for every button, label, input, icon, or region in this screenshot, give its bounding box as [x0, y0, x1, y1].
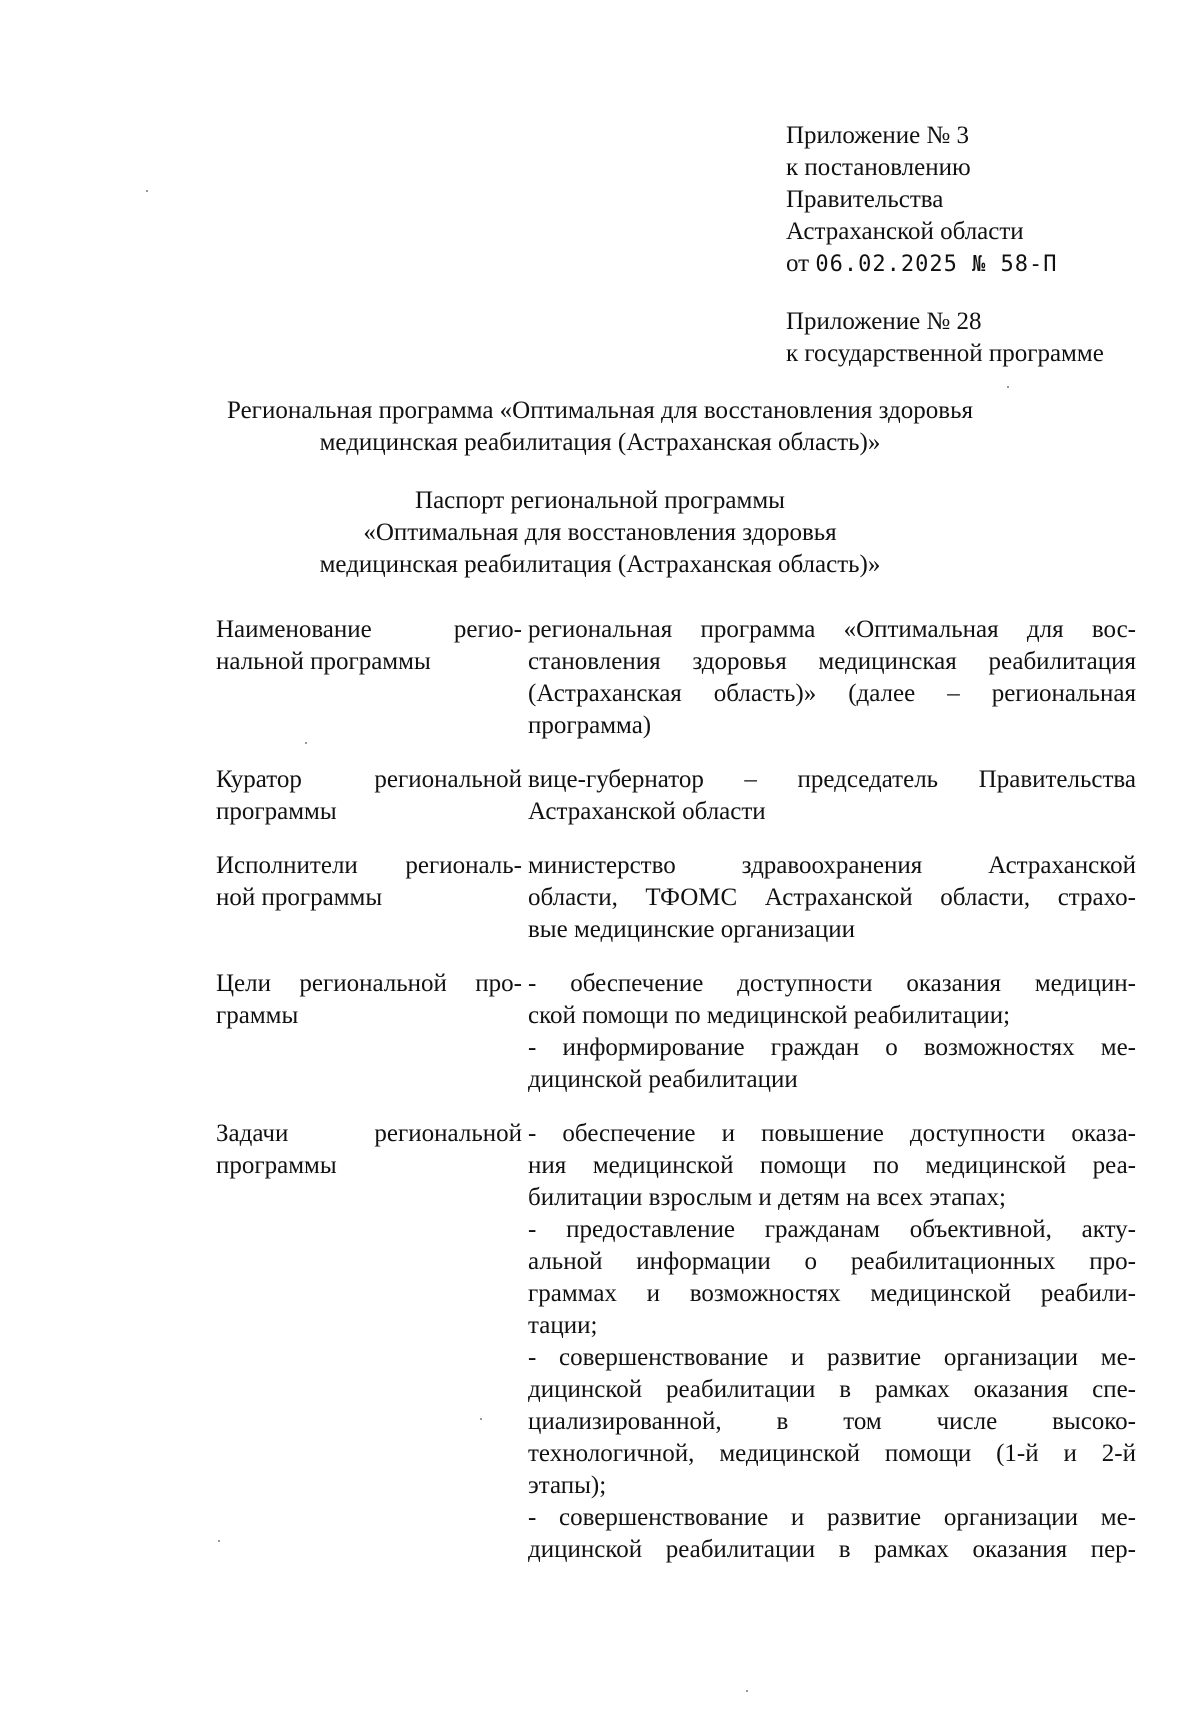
passport-value-line: Астраханской области	[528, 798, 766, 825]
passport-value-line: (Астраханская область)» (далее – региональная	[528, 680, 1136, 707]
passport-value-line: ской помощи по медицинской реабилитации;	[528, 1002, 1011, 1029]
passport-value-line: этапы);	[528, 1472, 607, 1499]
passport-value-line: - обеспечение доступности оказания медицин-	[528, 970, 1136, 997]
appendix-original-block	[786, 306, 1104, 370]
passport-label-line: программы	[216, 798, 337, 825]
scan-speck	[218, 1540, 220, 1542]
passport-value-line: программа)	[528, 712, 652, 739]
passport-value-line: дицинской реабилитации в рамках оказания пер-	[528, 1536, 1136, 1563]
appendix-original-to-program: к государственной программе	[786, 340, 1104, 367]
scan-speck	[305, 742, 307, 744]
passport-value-line: циализированной, в том числе высоко-	[528, 1408, 1136, 1435]
passport-label-line: программы	[216, 1152, 337, 1179]
passport-label-line: Задачи региональной	[216, 1120, 522, 1147]
passport-label-line: Куратор региональной	[216, 766, 522, 793]
passport-title-line-2: «Оптимальная для восстановления здоровья	[363, 519, 837, 546]
appendix-date-number: 06.02.2025 № 58-П	[815, 252, 1058, 277]
passport-value-line: области, ТФОМС Астраханской области, страхо-	[528, 884, 1136, 911]
appendix-region: Астраханской области	[786, 218, 1024, 245]
passport-value-line: вые медицинские организации	[528, 916, 855, 943]
passport-value-line: - совершенствование и развитие организации ме-	[528, 1504, 1136, 1531]
program-title-line-1: Региональная программа «Оптимальная для восстановления здоровья	[227, 397, 973, 424]
passport-value-line: тации;	[528, 1312, 598, 1339]
program-title-line-2: медицинская реабилитация (Астраханская область)»	[319, 429, 881, 456]
passport-row	[216, 1118, 1136, 1566]
passport-row-value	[522, 968, 1136, 1096]
appendix-government: Правительства	[786, 186, 944, 213]
appendix-current-block	[786, 120, 1058, 281]
passport-row-value	[522, 764, 1136, 828]
passport-row	[216, 850, 1136, 946]
passport-table	[216, 614, 1136, 1588]
passport-value-line: министерство здравоохранения Астраханской	[528, 852, 1136, 879]
passport-row-label	[216, 850, 522, 946]
passport-row-value	[522, 850, 1136, 946]
passport-value-line: региональная программа «Оптимальная для вос-	[528, 616, 1136, 643]
passport-label-line: Исполнители региональ-	[216, 852, 522, 879]
passport-title	[80, 485, 1120, 581]
passport-title-line-1: Паспорт региональной программы	[415, 487, 785, 514]
passport-row-value	[522, 1118, 1136, 1566]
passport-value-line: - предоставление гражданам объективной, акту-	[528, 1216, 1136, 1243]
passport-value-line: дицинской реабилитации	[528, 1066, 798, 1093]
passport-value-line: - обеспечение и повышение доступности оказа-	[528, 1120, 1136, 1147]
passport-label-line: Цели региональной про-	[216, 970, 522, 997]
passport-label-line: Наименование регио-	[216, 616, 522, 643]
passport-label-line: ной программы	[216, 884, 383, 911]
passport-row-label	[216, 614, 522, 742]
passport-row-value	[522, 614, 1136, 742]
passport-row	[216, 614, 1136, 742]
appendix-original-number: Приложение № 28	[786, 308, 982, 335]
passport-title-line-3: медицинская реабилитация (Астраханская область)»	[319, 551, 881, 578]
appendix-number: Приложение № 3	[786, 122, 970, 149]
scan-speck	[1007, 386, 1009, 388]
passport-label-line: нальной программы	[216, 648, 431, 675]
passport-value-line: билитации взрослым и детям на всех этапах;	[528, 1184, 1006, 1211]
passport-value-line: вице-губернатор – председатель Правительства	[528, 766, 1136, 793]
scan-speck	[480, 1418, 482, 1420]
passport-value-line: альной информации о реабилитационных про-	[528, 1248, 1136, 1275]
appendix-to-decree: к постановлению	[786, 154, 971, 181]
passport-value-line: технологичной, медицинской помощи (1-й и 2-й	[528, 1440, 1136, 1467]
appendix-date-line	[786, 248, 1058, 281]
passport-value-line: граммах и возможностях медицинской реабили-	[528, 1280, 1136, 1307]
scan-speck	[146, 190, 148, 192]
passport-value-line: дицинской реабилитации в рамках оказания спе-	[528, 1376, 1136, 1403]
program-title	[80, 395, 1120, 459]
appendix-date-prefix: от	[786, 250, 810, 277]
passport-label-line: граммы	[216, 1002, 299, 1029]
passport-row-label	[216, 1118, 522, 1566]
passport-value-line: становления здоровья медицинская реабилитация	[528, 648, 1136, 675]
passport-row	[216, 764, 1136, 828]
passport-row-label	[216, 764, 522, 828]
passport-row-label	[216, 968, 522, 1096]
passport-row	[216, 968, 1136, 1096]
passport-value-line: ния медицинской помощи по медицинской реа-	[528, 1152, 1136, 1179]
scan-speck	[746, 1690, 748, 1692]
passport-value-line: - информирование граждан о возможностях ме-	[528, 1034, 1136, 1061]
passport-value-line: - совершенствование и развитие организации ме-	[528, 1344, 1136, 1371]
